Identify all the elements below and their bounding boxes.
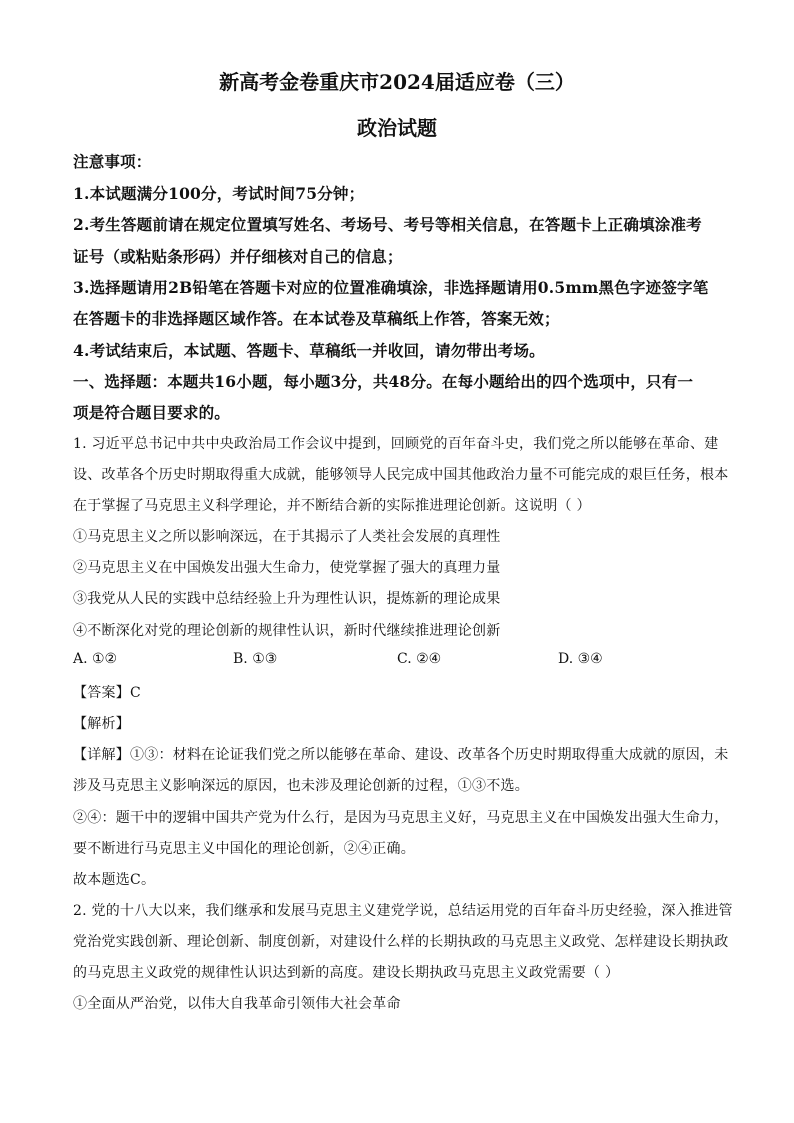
- q1-detail: 故本题选C。: [73, 872, 156, 888]
- notice-item: 在答题卡的非选择题区域作答。在本试卷及草稿纸上作答，答案无效；: [73, 309, 560, 328]
- q1-statement: ③我党从人民的实践中总结经验上升为理性认识，提炼新的理论成果: [73, 591, 501, 607]
- notice-item: 3.选择题请用2B铅笔在答题卡对应的位置准确填涂，非选择题请用0.5mm黑色字迹签字笔: [73, 278, 709, 297]
- q1-option-b: B. ①③: [233, 651, 278, 667]
- q1-detail: 【详解】①③：材料在论证我们党之所以能够在革命、建设、改革各个历史时期取得重大成就的原因，未: [73, 747, 729, 763]
- q2-stem: 的马克思主义政党的规律性认识达到新的高度。建设长期执政马克思主义政党需要（ ）: [73, 965, 620, 981]
- q2-stem: 2. 党的十八大以来，我们继承和发展马克思主义建党学说，总结运用党的百年奋斗历史经验，深入推进管: [73, 903, 733, 919]
- q1-analysis-label: 【解析】: [73, 716, 130, 732]
- notice-item: 2.考生答题前请在规定位置填写姓名、考场号、考号等相关信息，在答题卡上正确填涂准考: [73, 215, 702, 234]
- q1-detail: 要不断进行马克思主义中国化的理论创新，②④正确。: [73, 841, 415, 857]
- page-subtitle: 政治试题: [357, 116, 437, 140]
- q1-stem: 设、改革各个历史时期取得重大成就，能够领导人民完成中国其他政治力量不可能完成的艰巨任务，根本: [73, 467, 729, 483]
- page-title: 新高考金卷重庆市2024届适应卷（三）: [219, 70, 575, 94]
- q2-statement: ①全面从严治党，以伟大自我革命引领伟大社会革命: [73, 996, 401, 1012]
- notice-item: 证号（或粘贴条形码）并仔细核对自己的信息；: [73, 247, 403, 266]
- q1-option-a: A. ①②: [73, 651, 118, 667]
- q2-stem: 党治党实践创新、理论创新、制度创新，对建设什么样的长期执政的马克思主义政党、怎样建设长期执政: [73, 934, 729, 950]
- notice-item: 4.考试结束后，本试题、答题卡、草稿纸一并收回，请勿带出考场。: [73, 341, 545, 360]
- notice-heading: 注意事项：: [73, 152, 152, 171]
- q1-statement: ②马克思主义在中国焕发出强大生命力，使党掌握了强大的真理力量: [73, 560, 501, 576]
- q1-detail: 涉及马克思主义影响深远的原因，也未涉及理论创新的过程，①③不选。: [73, 778, 529, 794]
- q1-statement: ①马克思主义之所以影响深远，在于其揭示了人类社会发展的真理性: [73, 529, 501, 545]
- q1-answer: 【答案】C: [73, 685, 141, 701]
- q1-stem: 在于掌握了马克思主义科学理论，并不断结合新的实际推进理论创新。这说明（ ）: [73, 498, 591, 514]
- section-heading: 一、选择题：本题共16小题，每小题3分，共48分。在每小题给出的四个选项中，只有一: [73, 372, 694, 391]
- q1-detail: ②④：题干中的逻辑中国共产党为什么行，是因为马克思主义好，马克思主义在中国焕发出强大生命力，: [73, 810, 729, 826]
- q1-statement: ④不断深化对党的理论创新的规律性认识，新时代继续推进理论创新: [73, 623, 501, 639]
- notice-item: 1.本试题满分100分，考试时间75分钟；: [73, 184, 365, 203]
- section-heading-cont: 项是符合题目要求的。: [73, 403, 231, 422]
- q1-option-d: D. ③④: [558, 651, 603, 667]
- q1-stem: 1. 习近平总书记中共中央政治局工作会议中提到，回顾党的百年奋斗史，我们党之所以能够在革命、建: [73, 436, 719, 452]
- q1-option-c: C. ②④: [397, 651, 442, 667]
